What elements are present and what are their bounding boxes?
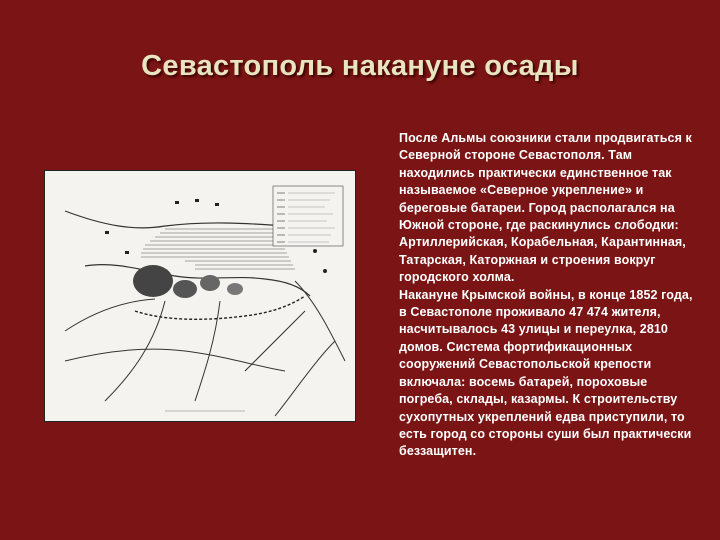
paragraph-after-alma: После Альмы союзники стали продвигаться к Северной стороне Севастополя. Там находились практически единственное так называемое «Северное укрепление» и береговые батареи. Город располагался на Южной стороне, где раскинулись слободки: Артиллерийская, Корабельная, Карантинная, Татарская, Каторжная и строения вокруг городского холма. <box>399 131 692 285</box>
sevastopol-map-image <box>44 170 356 422</box>
slide-body-text <box>399 130 699 461</box>
map-drawing <box>45 171 355 421</box>
slide-title: Севастополь накануне осады <box>141 50 579 82</box>
paragraph-before-war: Накануне Крымской войны, в конце 1852 года, в Севастополе проживало 47 474 жителя, насчитывалось 43 улицы и переулка, 2810 домов. Система фортификационных сооружений Севастопольской крепости включала: восемь батарей, пороховые погреба, склады, казармы. К строительству сухопутных укреплений едва приступили, то есть город со стороны суши был практически беззащитен. <box>399 287 693 459</box>
